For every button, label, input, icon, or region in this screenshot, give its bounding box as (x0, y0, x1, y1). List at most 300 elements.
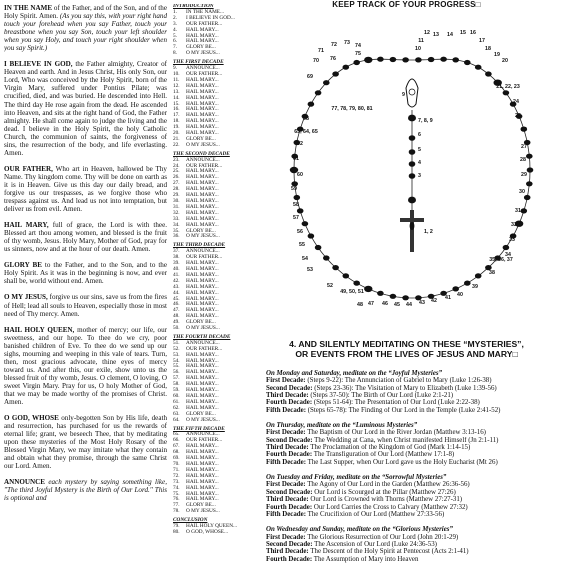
step-number: 23. (173, 156, 180, 163)
step-number: 56. (173, 369, 180, 376)
bead-label: 7, 8, 9 (418, 118, 433, 124)
step-number: 7. (173, 44, 177, 51)
steps-column (173, 4, 257, 586)
bead-label: 71 (318, 48, 324, 54)
step-text: HAIL MARY... (186, 32, 219, 39)
mystery-group (266, 370, 558, 414)
mystery-decade: Fourth Decade: (266, 451, 313, 459)
prayer-text: mother of mercy; our life, our sweetness, and our hope. To thee do we cry, poor banished children of Eve. To thee do we send up our sighs, mourning and weeping in this vale of tears. Turn, then, most gracious advocate, thine eyes of mercy toward us. And after this, our exile, show unto us the blessed fruit of thy womb, Jesus. O clement, O loving, O sweet Virgin Mary. Pray for us, O holy Mother of God, that we may be made worthy of the promises of Christ. Amen. (4, 325, 167, 407)
mystery-text: (Steps 51-64): The Presentation of Our Lord (Luke 2:22-38) (313, 399, 480, 407)
prayer-title: O GOD, WHOSE (4, 414, 59, 423)
step-row (173, 51, 257, 57)
bead-label: 26 (521, 127, 527, 133)
mystery-text: The Glorious Resurrection of Our Lord (John 20:1-29) (307, 533, 459, 541)
bead-label: 6 (418, 132, 421, 138)
small-bead (475, 65, 482, 70)
step-number: 8. (173, 50, 177, 57)
step-text: OUR FATHER... (186, 20, 223, 27)
step-text: GLORY BE... (186, 135, 216, 142)
step-text: OUR FATHER... (186, 437, 223, 444)
mystery-line (266, 489, 558, 496)
step-number: 39. (173, 260, 180, 267)
mystery-text: The Descent of the Holy Spirit at Pentecost (Acts 2:1-41) (310, 548, 469, 556)
step-text: HAIL MARY... (186, 26, 219, 33)
step-row (173, 418, 257, 424)
mystery-text: The Last Supper, when Our Lord gave us the Holy Eucharist (Mt 26) (307, 458, 498, 466)
bead-label: 53 (307, 267, 313, 273)
mystery-line (266, 399, 558, 406)
small-bead (377, 57, 384, 62)
step-text: GLORY BE... (186, 410, 216, 417)
step-text: HAIL MARY... (186, 295, 219, 302)
mystery-decade: Fifth Decade: (266, 510, 306, 518)
step-text: HAIL MARY... (186, 307, 219, 314)
mystery-decade: First Decade: (266, 377, 306, 385)
step-number: 66. (173, 437, 180, 444)
steps-section-heading: THE THIRD DECADE (173, 242, 226, 249)
step-text: OUR FATHER... (186, 70, 223, 77)
mystery-text: (Steps 9-22): The Annunciation of Gabriel to Mary (Luke 1:26-38) (307, 377, 492, 385)
mystery-text: The Assumption of Mary into Heaven (313, 555, 419, 563)
rosary-diagram (252, 0, 561, 345)
step-number: 70. (173, 460, 180, 467)
mystery-decade: Third Decade: (266, 548, 309, 556)
bead-label: 73 (344, 40, 350, 46)
mystery-text: The Baptism of Our Lord in the River Jordan (Matthew 3:13-16) (307, 429, 486, 437)
bead-label: 57 (293, 215, 299, 221)
bead-label: 32 (511, 222, 517, 228)
step-text: HAIL MARY... (186, 404, 219, 411)
step-text: HAIL MARY... (186, 186, 219, 193)
prayer-text: forgive us our sins, save us from the fires of Hell; lead all souls to Heaven, especially those in most need of Thy mercy. Amen. (4, 293, 167, 318)
step-text: OUR FATHER... (186, 162, 223, 169)
bead-label: 31 (515, 208, 521, 214)
crucifix-vertical (410, 210, 414, 252)
large-bead (408, 115, 416, 122)
step-text: I BELIEVE IN GOD... (186, 14, 235, 21)
step-text: HAIL MARY... (186, 443, 219, 450)
step-text: HAIL MARY... (186, 301, 219, 308)
mystery-line (266, 511, 558, 518)
mystery-decade: First Decade: (266, 429, 306, 437)
small-bead (503, 245, 510, 250)
step-text: HAIL MARY... (186, 289, 219, 296)
step-number: 68. (173, 449, 180, 456)
step-number: 60. (173, 393, 180, 399)
step-number: 62. (173, 404, 180, 411)
step-text: HAIL MARY... (186, 221, 219, 228)
step-text: ANNOUNCE... (186, 248, 220, 255)
step-number: 20. (173, 130, 180, 137)
step-text: HAIL MARY... (186, 277, 219, 284)
step-number: 77. (173, 502, 180, 509)
prayer-paragraph (4, 293, 167, 317)
step-number: 51. (173, 339, 180, 346)
small-bead (526, 154, 533, 159)
step-text: HAIL MARY... (186, 265, 219, 272)
step-text: HAIL MARY... (186, 112, 219, 119)
mystery-group-heading: On Tuesday and Friday, meditate on the “Sorrowful Mysteries” (266, 474, 447, 482)
prayer-note: each mystery by saying something like, "The third Joyful Mystery is the Birth of Our Lord." This is optional and (4, 478, 167, 503)
step-text: O MY JESUS... (186, 233, 220, 240)
bead-label: 38 (489, 270, 495, 276)
bead-label: 61 (293, 156, 299, 162)
mystery-line (266, 392, 558, 399)
bead-label: 60 (297, 172, 303, 178)
step-number: 9. (173, 65, 177, 72)
mysteries-list (266, 370, 558, 571)
bead-label: 3 (418, 173, 421, 179)
mystery-line (266, 548, 558, 555)
mystery-decade: Fourth Decade: (266, 399, 313, 407)
small-bead (527, 167, 534, 172)
step-text: HAIL MARY... (186, 76, 219, 83)
prayer-paragraph (4, 60, 167, 157)
mystery-group (266, 526, 558, 563)
meditation-title (254, 339, 559, 359)
prayer-text: the Father almighty, Creator of Heaven and earth. And in Jesus Christ, His only Son, our Lord, Who was conceived by the Holy Spirit, born of the Virgin Mary, suffered under Pontius Pilate; was crucified, died, and was buried. He descended into Hell. The third day He rose again from the dead. He ascended into Heaven, and sits at the right hand of God, the Father almighty. He shall come again to judge the living and the dead. I believe in the Holy Spirit, the holy Catholic Church, the communion of saints, the forgiveness of sins, the resurrection of the body, and life everlasting. Amen. (4, 60, 167, 157)
prayer-title: IN THE NAME (4, 4, 53, 12)
step-number: 54. (173, 357, 180, 364)
mystery-decade: Second Decade: (266, 540, 313, 548)
step-number: 17. (173, 112, 180, 119)
bead-label: 63, 64, 65 (294, 129, 318, 135)
mystery-line (266, 437, 558, 444)
mystery-decade: Fifth Decade: (266, 458, 306, 466)
bead-label: 14 (447, 32, 453, 38)
step-row (173, 530, 257, 536)
bead-label: 76 (330, 56, 336, 62)
steps-section-heading: THE SECOND DECADE (173, 150, 230, 157)
step-text: HAIL MARY... (186, 174, 219, 181)
bead-label: 10 (415, 46, 421, 52)
small-bead (402, 57, 409, 62)
steps-section-heading: THE FIRST DECADE (173, 59, 224, 66)
bead-label: 35, 36, 37 (489, 257, 513, 263)
step-number: 2. (173, 14, 177, 21)
step-number: 11. (173, 76, 180, 83)
step-text: HAIL MARY... (186, 260, 219, 267)
small-bead (409, 173, 416, 179)
step-number: 14. (173, 94, 180, 101)
step-text: HAIL MARY... (186, 449, 219, 456)
mystery-decade: Second Decade: (266, 436, 313, 444)
mystery-text: The Transfiguration of Our Lord (Matthew 17:1-8) (313, 451, 455, 459)
bead-label: 27 (521, 144, 527, 150)
step-text: ANNOUNCE... (186, 339, 220, 346)
step-row (173, 509, 257, 515)
prayer-text: of the Father, and of the Son, and of the Holy Spirit. Amen. (4, 4, 167, 21)
step-number: 10. (173, 70, 180, 77)
mystery-group-heading: On Wednesday and Sunday, meditate on the “Glorious Mysteries” (266, 526, 453, 534)
step-text: HAIL MARY... (186, 363, 219, 370)
mystery-line (266, 459, 558, 466)
prayer-paragraph (4, 414, 167, 470)
small-bead (409, 149, 416, 155)
step-number: 50. (173, 325, 180, 332)
bead-label: 40 (457, 292, 463, 298)
mystery-text: The Ascension of Our Lord (Luke 24:36-53) (314, 540, 437, 548)
bead-label: 13 (433, 32, 439, 38)
bead-label: 55 (299, 242, 305, 248)
prayer-text: full of grace, the Lord is with thee. Blessed art thou among women, and blessed is the fruit of thy womb, Jesus. Holy Mary, Mother of God, pray for us sinners, now and at the hour of our death. Amen. (4, 221, 167, 254)
bead-label: 43 (419, 300, 425, 306)
step-text: HAIL MARY... (186, 381, 219, 388)
mystery-decade: Fifth Decade: (266, 406, 306, 414)
bead-label: 54 (302, 256, 308, 262)
bead-label: 11 (418, 38, 424, 44)
bead-label: 4 (418, 160, 421, 166)
prayer-paragraph (4, 478, 167, 502)
steps-section-heading: THE FIFTH DECADE (173, 425, 225, 432)
rosary-svg (252, 0, 561, 345)
progress-title: KEEP TRACK OF YOUR PROGRESS□ (332, 0, 481, 9)
step-text: O MY JESUS... (186, 50, 220, 57)
mystery-line (266, 481, 558, 488)
step-number: 19. (173, 124, 180, 131)
step-number: 74. (173, 484, 180, 491)
mystery-text: The Agony of Our Lord in the Garden (Matthew 26:36-56) (307, 481, 470, 489)
bead-label: 69 (307, 74, 313, 80)
step-text: OUR FATHER... (186, 254, 223, 261)
prayers-column (4, 4, 167, 586)
bead-label: 48 (357, 302, 363, 308)
step-text: HAIL MARY... (186, 215, 219, 222)
step-text: OUR FATHER... (186, 345, 223, 352)
steps-section-heading: THE FOURTH DECADE (173, 333, 231, 340)
step-row (173, 326, 257, 332)
step-text: O GOD, WHOSE... (186, 528, 228, 535)
step-number: 18. (173, 118, 180, 125)
step-text: O MY JESUS... (186, 508, 220, 515)
mystery-text: The Crucifixion of Our Lord (Matthew 27:33-56) (307, 510, 445, 518)
mystery-decade: Second Decade: (266, 384, 313, 392)
small-bead (332, 71, 339, 76)
step-number: 24. (173, 162, 180, 169)
step-text: HAIL MARY... (186, 118, 219, 125)
step-number: 29. (173, 192, 180, 199)
crucifix-horizontal (400, 218, 424, 222)
bead-label: 17 (479, 38, 485, 44)
prayer-title: I BELIEVE IN GOD, (4, 60, 73, 69)
mystery-line (266, 504, 558, 511)
prayer-title: GLORY BE (4, 261, 42, 270)
prayer-title: ANNOUNCE (4, 478, 45, 487)
bead-label: 75 (355, 51, 361, 57)
step-number: 79. (173, 523, 180, 530)
small-bead (409, 161, 416, 167)
step-text: HAIL MARY... (186, 180, 219, 187)
step-number: 3. (173, 20, 177, 27)
step-text: GLORY BE... (186, 502, 216, 509)
small-bead (390, 294, 397, 299)
bead-label: 77, 78, 79, 80, 81 (331, 106, 373, 112)
small-bead (343, 65, 350, 70)
step-number: 31. (173, 203, 180, 210)
bead-label: 41 (445, 295, 451, 301)
bead-label: 28 (520, 157, 526, 163)
step-number: 59. (173, 387, 180, 394)
mystery-line (266, 556, 558, 563)
step-row (173, 143, 257, 149)
step-text: O MY JESUS... (186, 141, 220, 148)
mystery-decade: Second Decade: (266, 488, 313, 496)
bead-label: 49, 50, 51 (340, 289, 364, 295)
prayer-text: Who art in Heaven, hallowed be Thy Name. Thy kingdom come. Thy will be done on earth as it is in Heaven. Give us this day our daily bread, and forgive us our trespasses, as we forgive those who trespass against us. And lead us not into temptation, but deliver us from evil. Amen. (4, 164, 167, 214)
step-text: HAIL MARY... (186, 106, 219, 113)
step-number: 45. (173, 295, 180, 302)
step-number: 57. (173, 375, 180, 382)
small-bead (323, 80, 330, 85)
prayer-paragraph (4, 165, 167, 213)
mystery-text: The Proclamation of the Kingdom of God (Mark 1:14-15) (310, 444, 471, 452)
step-number: 22. (173, 141, 180, 148)
bead-label: 46 (382, 301, 388, 307)
small-bead (428, 57, 435, 62)
step-text: HAIL MARY... (186, 460, 219, 467)
step-text: HAIL MARY... (186, 387, 219, 394)
mystery-line (266, 451, 558, 458)
step-number: 72. (173, 472, 180, 479)
bead-label: 12 (424, 30, 430, 36)
small-bead (332, 265, 339, 270)
small-bead (353, 281, 360, 286)
step-number: 4. (173, 26, 177, 33)
mystery-text: (Steps 65-78): The Finding of Our Lord in the Temple (Luke 2:41-52) (307, 406, 501, 414)
step-number: 15. (173, 100, 180, 107)
bead-label: 44 (406, 302, 412, 308)
step-row (173, 234, 257, 240)
bead-label: 30 (519, 189, 525, 195)
step-text: HAIL HOLY QUEEN... (186, 523, 238, 530)
step-text: HAIL MARY... (186, 38, 219, 45)
step-text: GLORY BE... (186, 319, 216, 326)
step-number: 71. (173, 466, 180, 473)
step-text: O MY JESUS... (186, 325, 220, 332)
mystery-line (266, 444, 558, 451)
step-text: HAIL MARY... (186, 496, 219, 503)
step-number: 26. (173, 174, 180, 181)
step-text: HAIL MARY... (186, 124, 219, 131)
bead-label: 5 (418, 147, 421, 153)
prayer-title: O MY JESUS, (4, 293, 48, 302)
mystery-group (266, 474, 558, 518)
small-bead (315, 90, 322, 95)
mystery-group-heading: On Monday and Saturday, meditate on the “Joyful Mysteries” (266, 370, 443, 377)
step-text: HAIL MARY... (186, 375, 219, 382)
step-number: 67. (173, 443, 180, 450)
prayer-text: only-begotten Son by His life, death and resurrection, has purchased for us the rewards of eternal life; grant, we beseech Thee, that by meditating upon these mysteries of the Most Holy Rosary of the Blessed Virgin Mary, we may imitate what they contain and obtain what they promise, through the same Christ our Lord. Amen. (4, 414, 167, 471)
bead-label: 19 (494, 52, 500, 58)
mystery-group (266, 422, 558, 466)
step-number: 43. (173, 283, 180, 290)
small-bead (297, 208, 304, 213)
crucifix-corpus (410, 222, 415, 230)
step-text: HAIL MARY... (186, 393, 219, 399)
small-bead (308, 102, 315, 107)
step-number: 34. (173, 221, 180, 228)
step-text: HAIL MARY... (186, 466, 219, 473)
step-text: HAIL MARY... (186, 484, 219, 491)
step-number: 53. (173, 351, 180, 358)
mystery-decade: Third Decade: (266, 496, 309, 504)
step-text: HAIL MARY... (186, 455, 219, 462)
step-number: 61. (173, 398, 180, 405)
step-number: 13. (173, 88, 180, 95)
rosary-medal (406, 79, 418, 107)
bead-label: 45 (394, 302, 400, 308)
step-number: 49. (173, 319, 180, 326)
mystery-decade: Fourth Decade: (266, 503, 313, 511)
prayer-paragraph (4, 221, 167, 253)
step-text: HAIL MARY... (186, 313, 219, 320)
step-text: GLORY BE... (186, 44, 216, 51)
bead-label: 21, 22, 23 (496, 84, 520, 90)
step-text: IN THE NAME... (186, 8, 225, 15)
bead-label: 1, 2 (424, 229, 433, 235)
bead-label: 18 (485, 46, 491, 52)
step-number: 5. (173, 32, 177, 39)
bead-label: 25 (515, 113, 521, 119)
step-number: 58. (173, 381, 180, 388)
bead-label: 29 (521, 172, 527, 178)
prayer-paragraph (4, 261, 167, 285)
small-bead (464, 60, 471, 65)
small-bead (390, 57, 397, 62)
small-bead (503, 90, 510, 95)
bead-label: 33 (509, 237, 515, 243)
step-text: HAIL MARY... (186, 351, 219, 358)
step-number: 28. (173, 186, 180, 193)
small-bead (294, 195, 301, 200)
small-bead (402, 295, 409, 300)
meditation-title-line2: OR EVENTS FROM THE LIVES OF JESUS AND MARY□ (295, 349, 518, 359)
step-number: 1. (173, 8, 177, 15)
step-number: 37. (173, 248, 180, 255)
small-bead (302, 221, 309, 226)
step-number: 25. (173, 168, 180, 175)
step-number: 75. (173, 490, 180, 497)
step-text: HAIL MARY... (186, 203, 219, 210)
step-text: ANNOUNCE... (186, 65, 220, 72)
step-number: 76. (173, 496, 180, 503)
step-text: HAIL MARY... (186, 271, 219, 278)
mystery-decade: Third Decade: (266, 444, 309, 452)
step-number: 48. (173, 313, 180, 320)
bead-label: 39 (472, 284, 478, 290)
step-number: 46. (173, 301, 180, 308)
step-text: HAIL MARY... (186, 490, 219, 497)
small-bead (526, 181, 533, 186)
bead-label: 68 (303, 116, 309, 122)
step-number: 32. (173, 209, 180, 216)
mystery-decade: First Decade: (266, 481, 306, 489)
step-number: 42. (173, 277, 180, 284)
mystery-line (266, 385, 558, 392)
step-text: HAIL MARY... (186, 198, 219, 204)
small-bead (377, 291, 384, 296)
step-number: 12. (173, 82, 180, 89)
mystery-line (266, 541, 558, 548)
bead-label: 74 (355, 43, 361, 49)
small-bead (315, 245, 322, 250)
bead-label: 16 (470, 30, 476, 36)
steps-section-heading: INTRODUCTION (173, 4, 214, 9)
prayer-title: HAIL HOLY QUEEN, (4, 325, 75, 334)
step-text: HAIL MARY... (186, 168, 219, 175)
step-text: GLORY BE... (186, 227, 216, 234)
bead-label: 62 (297, 141, 303, 147)
